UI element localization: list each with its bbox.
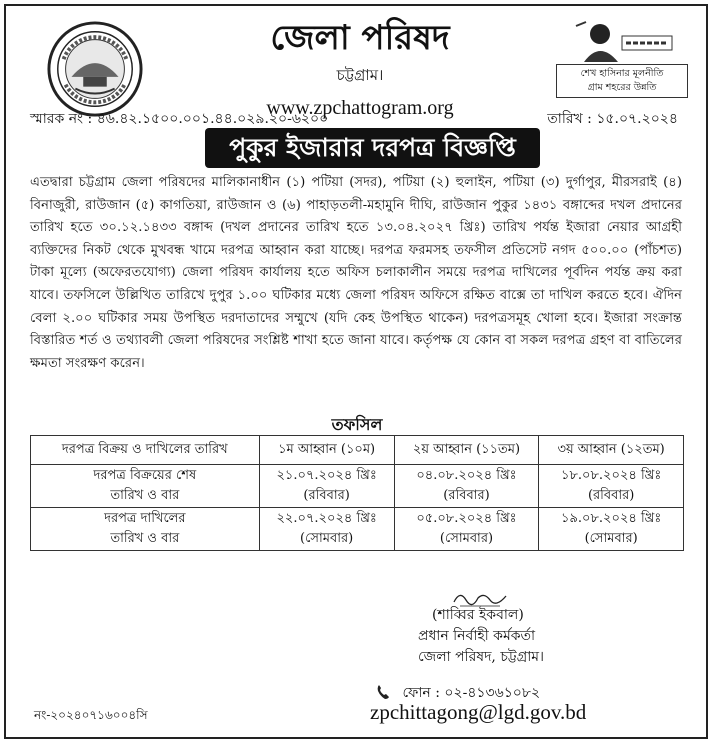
row-label-line: তারিখ ও বার [110,488,180,503]
table-cell [539,508,684,551]
signatory-designation: প্রধান নির্বাহী কর্মকর্তা [418,628,536,644]
motto-line-2: গ্রাম শহরের উন্নতি [587,82,657,93]
row-label [31,465,260,508]
signatory-office: জেলা পরিষদ, চট্টগ্রাম। [418,649,545,665]
mujib-portrait-logo-icon [566,18,678,64]
schedule-table [30,435,684,551]
notice-title-banner: পুকুর ইজারার দরপত্র বিজ্ঞপ্তি [205,128,540,168]
row-label [31,508,260,551]
cell-day: (সোমবার) [439,531,494,546]
website-link[interactable]: www.zpchattogram.org [266,97,454,119]
row-label-line: দরপত্র বিক্রয়ের শেষ [93,468,197,483]
cell-date: ১৮.০৮.২০২৪ খ্রিঃ [561,468,662,483]
signatory-name: (শাব্বির ইকবাল) [432,607,524,623]
phone-number: ফোন : ০২-৪১৩৬১০৮২ [402,685,541,701]
memo-reference: স্মারক নং : ৪৬.৪২.১৫০০.০০১.৪৪.০২৯.২০-৬২০০ [30,111,329,127]
cell-day: (রবিবার) [587,488,635,503]
memo-date: তারিখ : ১৫.০৭.২০২৪ [547,111,678,127]
phone-handset-icon [376,684,390,700]
column-header: ২য় আহ্বান (১১তম) [394,436,539,465]
cell-day: (সোমবার) [300,531,354,546]
row-label-line: তারিখ ও বার [110,531,180,546]
email-link[interactable]: zpchittagong@lgd.gov.bd [370,700,587,724]
cell-day: (রবিবার) [443,488,490,503]
motto-line-1: শেখ হাসিনার মূলনীতি [580,68,664,79]
cell-day: (সোমবার) [584,531,638,546]
table-cell [539,465,684,508]
signatory-block [418,605,544,668]
table-cell [259,508,394,551]
table-cell [394,465,539,508]
motto-box [556,64,688,98]
cell-date: ২১.০৭.২০২৪ খ্রিঃ [276,468,377,483]
table-cell [394,508,539,551]
header [230,18,490,120]
cell-day: (রবিবার) [303,488,350,503]
cell-date: ০৫.০৮.২০২৪ খ্রিঃ [416,511,517,526]
table-row [31,465,684,508]
column-header: দরপত্র বিক্রয় ও দাখিলের তারিখ [31,436,260,465]
row-label-line: দরপত্র দাখিলের [104,511,186,526]
cell-date: ২২.০৭.২০২৪ খ্রিঃ [276,511,377,526]
table-cell [259,465,394,508]
document-number: নং-২০২৪০৭১৬০০৪সি [34,708,148,722]
cell-date: ১৯.০৮.২০২৪ খ্রিঃ [561,511,662,526]
table-row [31,508,684,551]
schedule-header-row [31,436,684,465]
organization-title: জেলা পরিষদ [270,18,450,58]
column-header: ১ম আহ্বান (১০ম) [259,436,394,465]
organization-city: চট্টগ্রাম। [336,66,384,84]
column-header: ৩য় আহ্বান (১২তম) [539,436,684,465]
cell-date: ০৪.০৮.২০২৪ খ্রিঃ [416,468,517,483]
schedule-title: তফসিল [331,415,383,434]
notice-body: এতদ্বারা চট্টগ্রাম জেলা পরিষদের মালিকানাধীন (১) পটিয়া (সদর), পটিয়া (২) হুলাইন, পটিয়া (৩) দুর্গাপুর, মীরসরাই (৪) বিনাজুরী, রাউজান (৫) কাগতিয়া, রাউজান ও (৬) পাহাড়তলী-মহামুনি দীঘি, রাউজান পুকুর ১৪৩১ বঙ্গাব্দের দখল প্রদানের তারিখ হতে ৩০.১২.১৪৩৩ বঙ্গাব্দ (দখল প্রদানের তারিখ হতে ১৩.০৪.২০২৭ খ্রিঃ) তারিখ পর্যন্ত ইজারা নেয়ার আগ্রহী ব্যক্তিদের নিকট থেকে মুখবন্ধ খামে দরপত্র আহ্বান করা যাচ্ছে। দরপত্র ফরমসহ তফসীল প্রতিসেট নগদ ৫০০.০০ (পাঁচশত) টাকা মূল্যে (অফেরতযোগ্য) জেলা পরিষদ কার্যালয় হতে অফিস চলাকালীন সময়ে দরপত্র দাখিলের পূর্বদিন পর্যন্ত ক্রয় করা যাবে। তফসিলে উল্লিখিত তারিখে দুপুর ১.০০ ঘটিকার মধ্যে জেলা পরিষদ অফিসে রক্ষিত বাক্সে তা দাখিল করতে হবে। ঐদিন বেলা ২.০০ ঘটিকার সময় উপস্থিত দরদাতাদের সম্মুখে (যদি কেহ উপস্থিত থাকেন) দরপত্রসমূহ খোলা হবে। ইজারা সংক্রান্ত বিস্তারিত শর্ত ও তথ্যাবলী জেলা পরিষদের সংশ্লিষ্ট শাখা হতে জানা যাবে। কর্তৃপক্ষ যে কোন বা সকল দরপত্র গ্রহণ বা বাতিলের ক্ষমতা সংরক্ষণ করেন। [30,175,682,371]
zila-parishad-seal-icon [46,20,144,118]
